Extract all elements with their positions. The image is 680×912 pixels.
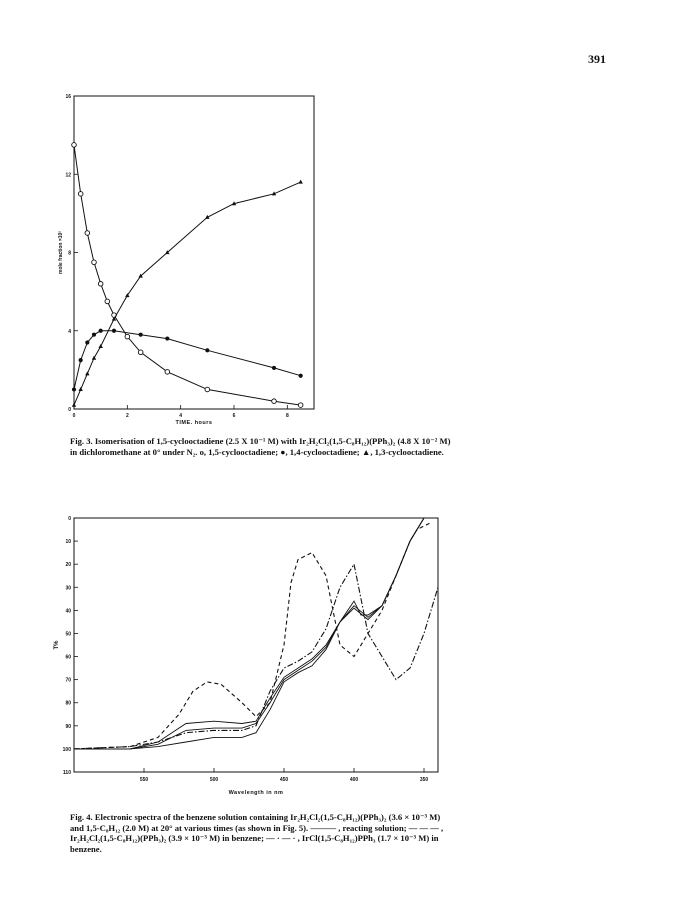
data-point-open-circle [125,334,130,339]
figure-3-ticks [65,94,289,419]
figure-3-caption-line-2: in dichloromethane at 0° under N₂. o, 1,5-cyclooctadiene; ●, 1,4-cyclooctadiene; ▲, 1,3-cyclooctadiene. [70,446,444,457]
data-point-open-circle [72,143,77,148]
y-tick-label: 80 [65,700,71,707]
figure-3-axes [74,96,314,409]
figure-4-caption-line-3: Ir₂H₂Cl₂(1,5-C₈H₁₂)(PPh₃)₂ (3.9 × 10⁻³ M) in benzene; — · — · , IrCl(1,5-C₈H₁₂)PPh₃ (1.7 × 10⁻³ M) in [70,833,439,843]
figure-3-chart [56,84,326,424]
series-filled-triangle [72,180,303,407]
figure-4-series [74,518,438,749]
data-point-filled-circle [272,366,276,370]
data-point-filled-triangle [72,403,76,407]
figure-4-caption-line-1: Fig. 4. Electronic spectra of the benzene solution containing Ir₂H₂Cl₂(1,5-C₈H₁₂)(PPh₃)₂ (3.6 × 10⁻³ M) [70,812,441,822]
figure-4-x-axis-label: Wavelength in nm [228,790,284,796]
data-point-open-circle [85,231,90,236]
x-tick-label: 550 [139,777,149,783]
y-tick-label: 16 [65,94,71,100]
data-point-filled-circle [165,336,169,340]
data-point-open-circle [205,387,210,392]
figure-3-frame [74,96,314,409]
figure-3-caption [70,436,630,457]
data-point-open-circle [98,282,103,287]
y-tick-label: 10 [65,539,71,546]
figure-3-x-axis-label: TIME, hours [175,420,213,424]
data-point-filled-circle [92,333,96,337]
figure-3-series [72,143,303,408]
x-tick-label: 400 [349,777,359,783]
series-open-circle [72,143,303,408]
x-tick-label: 8 [285,413,289,419]
x-tick-label: 500 [209,777,219,783]
figure-4-axes [74,518,438,772]
x-tick-label: 0 [72,413,76,419]
data-point-open-circle [138,350,143,355]
x-tick-label: 6 [232,413,236,419]
data-point-open-circle [78,192,83,197]
spectrum-solid [74,518,424,749]
figure-4-ticks [63,516,429,783]
figure-4-caption-line-4: benzene. [70,843,102,854]
x-tick-label: 4 [179,413,183,419]
figure-4-caption [70,812,630,854]
y-tick-label: 4 [68,328,71,335]
series-line [74,182,301,405]
figure-4-y-axis-label: T% [54,640,60,650]
data-point-filled-circle [99,329,103,333]
page-number: 391 [588,52,606,66]
y-tick-label: 90 [65,723,71,730]
y-tick-label: 8 [68,250,71,257]
series-filled-circle [72,329,303,392]
figure-4-chart [50,506,450,818]
y-tick-label: 60 [65,654,71,661]
y-tick-label: 100 [62,746,71,753]
figure-3-caption-line-1: Fig. 3. Isomerisation of 1,5-cyclooctadiene (2.5 X 10⁻¹ M) with Ir₂H₂Cl₂(1,5-C₈H₁₂)(PPh₃)₂ (4.8 X 10⁻² M) [70,436,451,446]
data-point-open-circle [272,399,277,404]
data-point-open-circle [105,299,110,304]
data-point-filled-triangle [78,387,82,391]
data-point-open-circle [165,370,170,375]
figure-4-caption-line-2: and 1,5-C₈H₁₂ (2.0 M) at 20° at various times (as shown in Fig. 5). ——— , reacting solution; — — — , [70,822,444,833]
spectrum-solid [74,518,424,749]
y-tick-label: 110 [62,770,71,776]
spectrum-solid [74,518,424,749]
data-point-filled-circle [299,374,303,378]
data-point-filled-circle [79,358,83,362]
spectrum-dashed [74,523,431,749]
data-point-filled-triangle [85,371,89,375]
data-point-filled-triangle [298,180,302,184]
data-point-filled-circle [139,333,143,337]
x-tick-label: 350 [419,777,429,783]
data-point-filled-circle [85,340,89,344]
data-point-open-circle [298,403,303,408]
y-tick-label: 50 [65,631,71,638]
data-point-open-circle [92,260,97,265]
y-tick-label: 20 [65,562,71,569]
y-tick-label: 0 [68,407,71,413]
data-point-filled-triangle [98,344,102,348]
y-tick-label: 40 [65,608,71,615]
data-point-filled-circle [112,329,116,333]
data-point-filled-circle [205,348,209,352]
figure-4-frame [74,518,438,772]
y-tick-label: 0 [68,516,71,522]
x-tick-label: 2 [125,413,129,419]
y-tick-label: 30 [65,585,71,592]
y-tick-label: 12 [65,172,71,179]
x-tick-label: 450 [279,777,289,783]
figure-3-y-axis-label: mole fraction ×10² [58,231,64,274]
data-point-filled-circle [72,387,76,391]
y-tick-label: 70 [65,677,71,684]
